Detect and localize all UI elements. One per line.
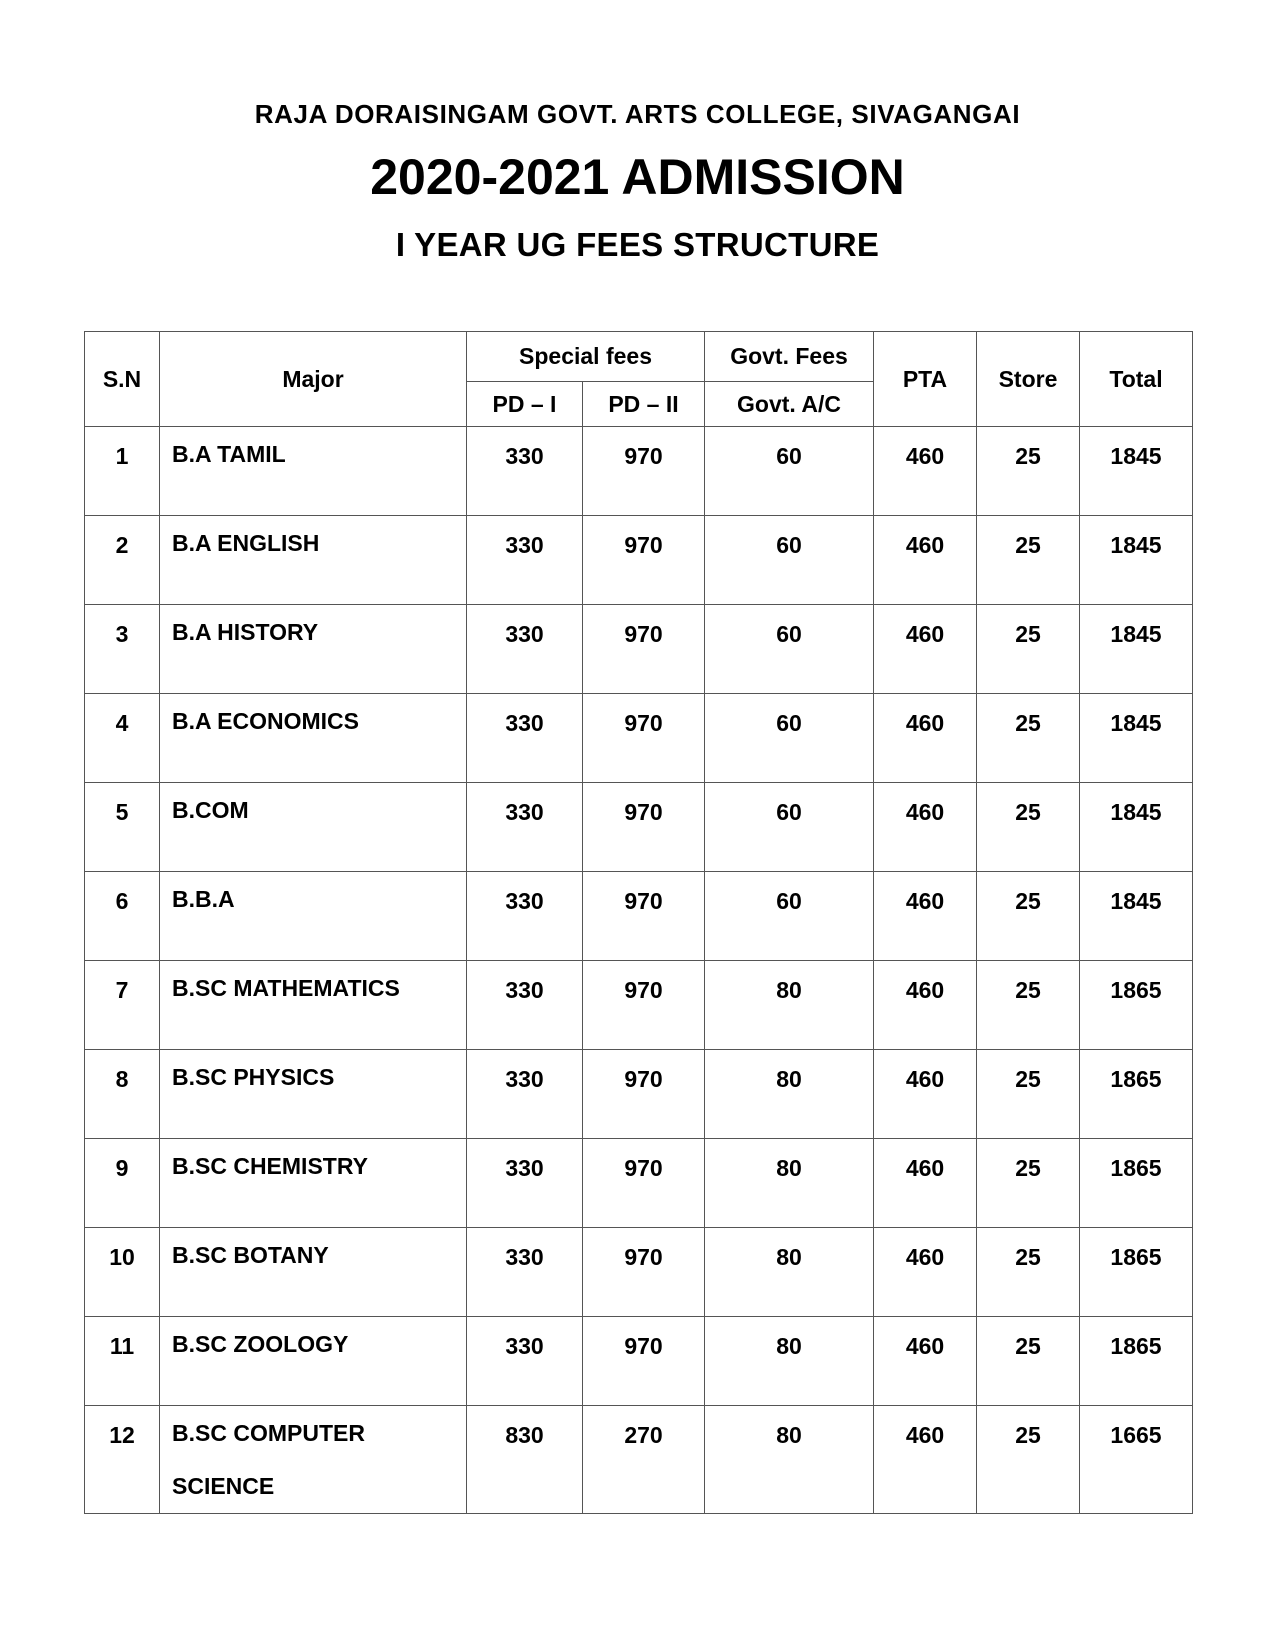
- cell-sn: 10: [85, 1228, 160, 1317]
- cell-pta: 460: [874, 1139, 977, 1228]
- major-label: B.SC PHYSICS: [172, 1064, 335, 1090]
- cell-major: [160, 1317, 467, 1406]
- cell-pd1: 330: [467, 694, 583, 783]
- cell-sn: 2: [85, 516, 160, 605]
- cell-pta: 460: [874, 1050, 977, 1139]
- cell-pd2: 970: [583, 427, 705, 516]
- cell-pd1: 330: [467, 783, 583, 872]
- cell-pd1: 330: [467, 872, 583, 961]
- cell-sn: 7: [85, 961, 160, 1050]
- table-row: [85, 694, 1193, 783]
- header-pd1: PD – I: [467, 382, 583, 427]
- cell-total: 1845: [1080, 427, 1193, 516]
- cell-store: 25: [977, 783, 1080, 872]
- cell-pd2: 970: [583, 605, 705, 694]
- cell-store: 25: [977, 1228, 1080, 1317]
- cell-store: 25: [977, 1317, 1080, 1406]
- cell-total: 1665: [1080, 1406, 1193, 1514]
- cell-pd2: 970: [583, 1228, 705, 1317]
- cell-govt-ac: 80: [705, 1228, 874, 1317]
- cell-major: [160, 694, 467, 783]
- cell-total: 1865: [1080, 961, 1193, 1050]
- cell-total: 1845: [1080, 872, 1193, 961]
- table-row: [85, 872, 1193, 961]
- cell-pd1: 330: [467, 605, 583, 694]
- fees-table: [84, 331, 1193, 1514]
- cell-govt-ac: 80: [705, 1139, 874, 1228]
- cell-govt-ac: 60: [705, 427, 874, 516]
- cell-govt-ac: 80: [705, 1406, 874, 1514]
- cell-pta: 460: [874, 605, 977, 694]
- cell-store: 25: [977, 694, 1080, 783]
- cell-major: [160, 783, 467, 872]
- cell-total: 1865: [1080, 1050, 1193, 1139]
- cell-pd2: 970: [583, 961, 705, 1050]
- header-total: Total: [1080, 332, 1193, 427]
- cell-pta: 460: [874, 1228, 977, 1317]
- cell-pd2: 970: [583, 694, 705, 783]
- cell-pd1: 330: [467, 961, 583, 1050]
- cell-sn: 12: [85, 1406, 160, 1514]
- major-label: B.SC ZOOLOGY: [172, 1331, 349, 1357]
- cell-pd1: 330: [467, 1050, 583, 1139]
- cell-pd1: 330: [467, 516, 583, 605]
- cell-store: 25: [977, 1406, 1080, 1514]
- cell-store: 25: [977, 516, 1080, 605]
- cell-sn: 4: [85, 694, 160, 783]
- table-row: [85, 427, 1193, 516]
- cell-pd1: 330: [467, 1317, 583, 1406]
- cell-govt-ac: 80: [705, 1050, 874, 1139]
- cell-total: 1865: [1080, 1228, 1193, 1317]
- cell-pta: 460: [874, 1317, 977, 1406]
- cell-pd2: 970: [583, 783, 705, 872]
- cell-store: 25: [977, 872, 1080, 961]
- cell-pd1: 330: [467, 427, 583, 516]
- cell-major: [160, 427, 467, 516]
- cell-govt-ac: 60: [705, 516, 874, 605]
- table-row: [85, 783, 1193, 872]
- cell-sn: 3: [85, 605, 160, 694]
- cell-pta: 460: [874, 1406, 977, 1514]
- cell-pta: 460: [874, 516, 977, 605]
- cell-pta: 460: [874, 872, 977, 961]
- table-row: [85, 605, 1193, 694]
- cell-pd1: 330: [467, 1139, 583, 1228]
- cell-sn: 11: [85, 1317, 160, 1406]
- cell-pd2: 270: [583, 1406, 705, 1514]
- major-label: B.B.A: [172, 886, 235, 912]
- table-row: [85, 516, 1193, 605]
- cell-pd2: 970: [583, 1050, 705, 1139]
- cell-govt-ac: 60: [705, 783, 874, 872]
- cell-major: [160, 1406, 467, 1514]
- cell-store: 25: [977, 1050, 1080, 1139]
- cell-sn: 9: [85, 1139, 160, 1228]
- cell-pd2: 970: [583, 1139, 705, 1228]
- fee-rows: [85, 427, 1193, 1514]
- major-label: B.SC CHEMISTRY: [172, 1153, 368, 1179]
- cell-major: [160, 1228, 467, 1317]
- cell-total: 1845: [1080, 605, 1193, 694]
- cell-govt-ac: 80: [705, 1317, 874, 1406]
- table-row: [85, 961, 1193, 1050]
- college-name: RAJA DORAISINGAM GOVT. ARTS COLLEGE, SIVAGANGAI: [254, 99, 1021, 129]
- major-label: B.SC MATHEMATICS: [172, 975, 400, 1001]
- cell-pd1: 330: [467, 1228, 583, 1317]
- cell-pd2: 970: [583, 516, 705, 605]
- admission-title: 2020-2021 ADMISSION: [370, 149, 905, 205]
- cell-pd1: 830: [467, 1406, 583, 1514]
- header-sn: S.N: [85, 332, 160, 427]
- major-label: B.A ECONOMICS: [172, 708, 359, 734]
- major-label: B.A ENGLISH: [172, 530, 320, 556]
- cell-pta: 460: [874, 427, 977, 516]
- cell-govt-ac: 80: [705, 961, 874, 1050]
- cell-major: [160, 1050, 467, 1139]
- header-pta: PTA: [874, 332, 977, 427]
- cell-sn: 6: [85, 872, 160, 961]
- table-row: [85, 1228, 1193, 1317]
- cell-major: [160, 961, 467, 1050]
- cell-sn: 8: [85, 1050, 160, 1139]
- header-pd2: PD – II: [583, 382, 705, 427]
- cell-pd2: 970: [583, 1317, 705, 1406]
- table-row: [85, 1050, 1193, 1139]
- cell-store: 25: [977, 1139, 1080, 1228]
- major-label: B.SC COMPUTER SCIENCE: [172, 1420, 365, 1499]
- cell-pd2: 970: [583, 872, 705, 961]
- major-label: B.A TAMIL: [172, 441, 286, 467]
- cell-pta: 460: [874, 694, 977, 783]
- cell-major: [160, 872, 467, 961]
- cell-govt-ac: 60: [705, 694, 874, 783]
- major-label: B.A HISTORY: [172, 619, 319, 645]
- cell-store: 25: [977, 961, 1080, 1050]
- cell-total: 1845: [1080, 516, 1193, 605]
- fees-structure-subtitle: I YEAR UG FEES STRUCTURE: [395, 226, 880, 263]
- cell-govt-ac: 60: [705, 872, 874, 961]
- header-major: Major: [160, 332, 467, 427]
- cell-major: [160, 605, 467, 694]
- header-special-fees: Special fees: [467, 332, 705, 382]
- major-label: B.COM: [172, 797, 249, 823]
- cell-store: 25: [977, 427, 1080, 516]
- cell-total: 1865: [1080, 1139, 1193, 1228]
- cell-major: [160, 516, 467, 605]
- cell-pta: 460: [874, 961, 977, 1050]
- cell-sn: 5: [85, 783, 160, 872]
- cell-sn: 1: [85, 427, 160, 516]
- cell-major: [160, 1139, 467, 1228]
- header-govt-ac: Govt. A/C: [705, 382, 874, 427]
- table-row: [85, 1317, 1193, 1406]
- cell-total: 1845: [1080, 783, 1193, 872]
- table-row: [85, 1139, 1193, 1228]
- header-govt-fees: Govt. Fees: [705, 332, 874, 382]
- cell-pta: 460: [874, 783, 977, 872]
- cell-total: 1845: [1080, 694, 1193, 783]
- cell-store: 25: [977, 605, 1080, 694]
- major-label: B.SC BOTANY: [172, 1242, 329, 1268]
- table-row: [85, 1406, 1193, 1514]
- header-store: Store: [977, 332, 1080, 427]
- cell-total: 1865: [1080, 1317, 1193, 1406]
- cell-govt-ac: 60: [705, 605, 874, 694]
